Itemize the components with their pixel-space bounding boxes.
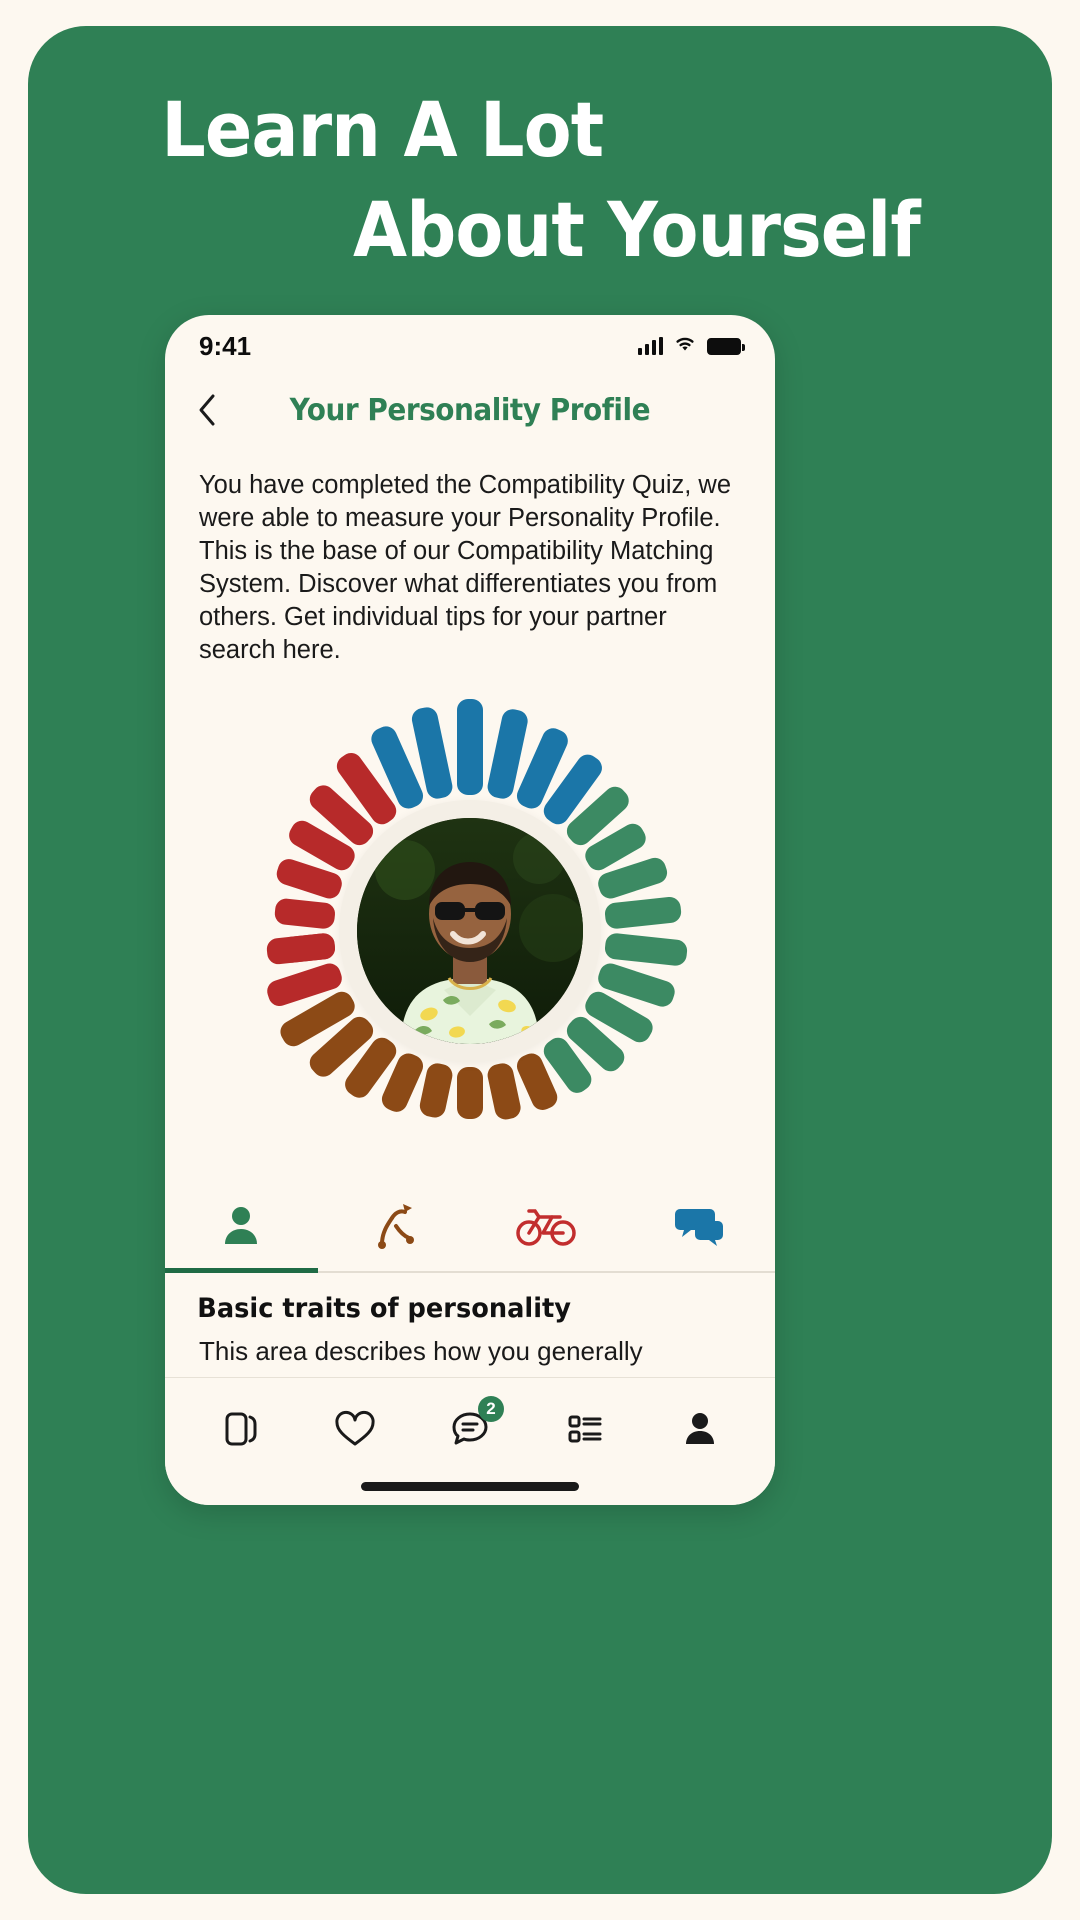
section-title: Basic traits of personality [197,1293,571,1324]
tab-communication[interactable] [623,1179,776,1271]
wheel-segment [457,699,483,795]
bicycle-icon [515,1202,577,1248]
page-title: Your Personality Profile [289,392,651,428]
wheel-segment [266,932,336,965]
poster-headline [0,85,1024,274]
chevron-left-icon[interactable] [187,390,227,430]
nav-messages[interactable] [434,1398,506,1460]
category-tabs [165,1181,775,1273]
nav-likes[interactable] [319,1398,391,1460]
wheel-segment [604,896,682,930]
personality-wheel [165,681,775,1181]
avatar-ring [339,800,601,1062]
tab-hobbies[interactable] [470,1179,623,1271]
phone-mockup [165,315,775,1505]
section-body: This area describes how you generally [199,1336,643,1366]
arrows-path-icon [366,1200,422,1250]
person-bust-icon [219,1202,263,1248]
person-icon [678,1407,722,1451]
battery-full-icon [707,338,741,355]
status-time: 9:41 [199,330,252,361]
wheel-segment [604,932,688,966]
tab-personality[interactable] [165,1179,318,1271]
status-bar [165,315,775,377]
cellular-signal-icon [638,337,663,355]
wifi-icon [673,335,697,358]
home-indicator [361,1482,579,1491]
message-badge: 2 [478,1396,504,1422]
nav-cards[interactable] [204,1398,276,1460]
wheel-segment [274,898,336,930]
headline-line-2: About Yourself [353,185,920,274]
status-icons [638,335,741,358]
speech-bubbles-icon [672,1203,726,1247]
cards-stack-icon [218,1407,262,1451]
headline-line-1: Learn A Lot [161,85,604,174]
wheel-segment [457,1067,483,1119]
user-profile-photo[interactable] [357,818,583,1044]
nav-profile[interactable] [664,1398,736,1460]
list-icon [563,1407,607,1451]
heart-icon [332,1407,378,1451]
app-nav-bar [165,377,775,443]
intro-paragraph: You have completed the Compatibility Quiz, we were able to measure your Personality Profile. This is the base of our Compatibility Matching System. Discover what differentiates you from others. Get individual tips for your partner search here. [199,471,732,664]
wheel-segment [418,1061,455,1119]
nav-lists[interactable] [549,1398,621,1460]
tab-lifestyle[interactable] [318,1179,471,1271]
